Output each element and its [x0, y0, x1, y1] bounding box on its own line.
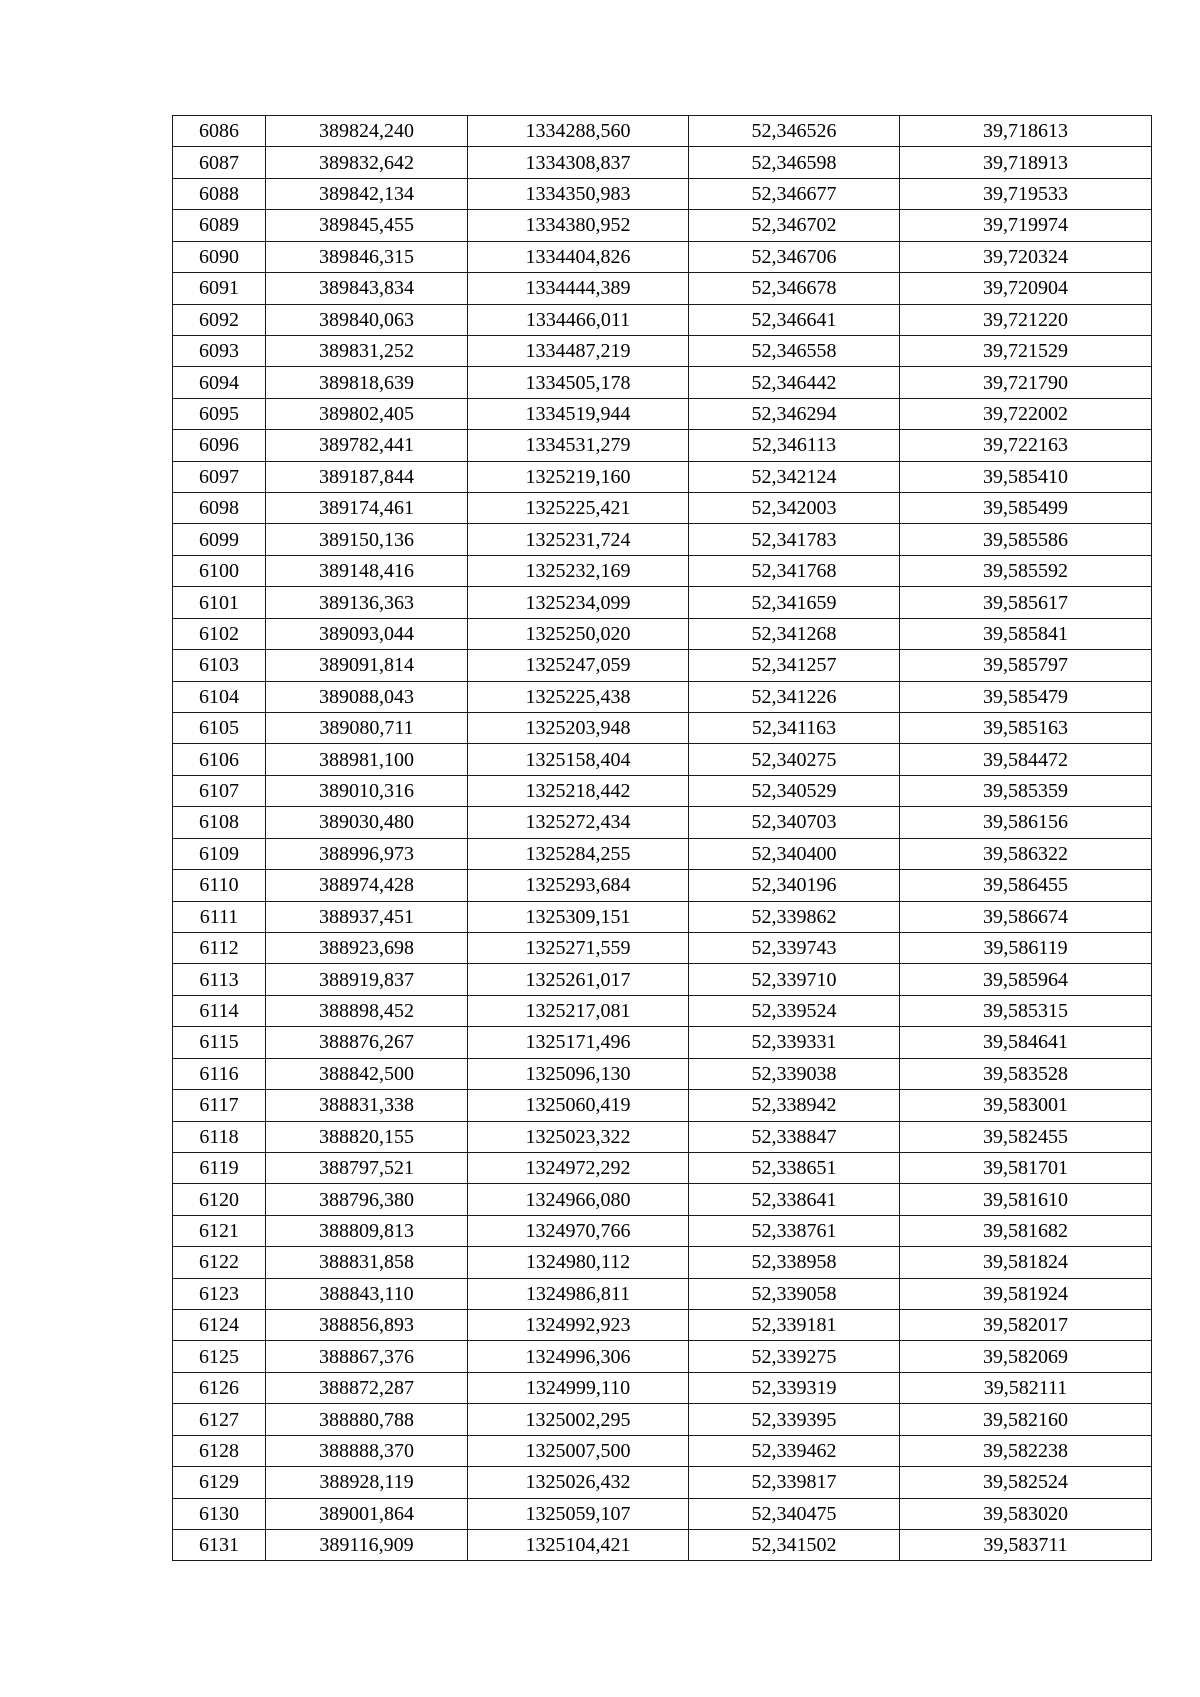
x-coordinate-cell: 389001,864	[266, 1498, 468, 1529]
table-row	[173, 775, 1152, 806]
point-number-cell: 6130	[173, 1498, 266, 1529]
point-number-cell: 6105	[173, 713, 266, 744]
latitude-cell: 52,346526	[689, 116, 900, 147]
x-coordinate-cell: 388888,370	[266, 1435, 468, 1466]
latitude-cell: 52,338761	[689, 1215, 900, 1246]
latitude-cell: 52,338651	[689, 1152, 900, 1183]
latitude-cell: 52,341783	[689, 524, 900, 555]
y-coordinate-cell: 1325271,559	[468, 932, 689, 963]
longitude-cell: 39,585163	[900, 713, 1152, 744]
latitude-cell: 52,346678	[689, 273, 900, 304]
latitude-cell: 52,339331	[689, 1027, 900, 1058]
table-row	[173, 1529, 1152, 1560]
x-coordinate-cell: 388796,380	[266, 1184, 468, 1215]
longitude-cell: 39,719974	[900, 210, 1152, 241]
latitude-cell: 52,339817	[689, 1467, 900, 1498]
point-number-cell: 6114	[173, 995, 266, 1026]
y-coordinate-cell: 1324999,110	[468, 1372, 689, 1403]
y-coordinate-cell: 1324980,112	[468, 1247, 689, 1278]
latitude-cell: 52,346677	[689, 178, 900, 209]
table-row	[173, 524, 1152, 555]
longitude-cell: 39,582069	[900, 1341, 1152, 1372]
latitude-cell: 52,342124	[689, 461, 900, 492]
y-coordinate-cell: 1324966,080	[468, 1184, 689, 1215]
longitude-cell: 39,581610	[900, 1184, 1152, 1215]
latitude-cell: 52,341268	[689, 618, 900, 649]
x-coordinate-cell: 389148,416	[266, 555, 468, 586]
longitude-cell: 39,719533	[900, 178, 1152, 209]
x-coordinate-cell: 389093,044	[266, 618, 468, 649]
point-number-cell: 6086	[173, 116, 266, 147]
longitude-cell: 39,583020	[900, 1498, 1152, 1529]
latitude-cell: 52,339181	[689, 1310, 900, 1341]
latitude-cell: 52,340196	[689, 870, 900, 901]
table-row	[173, 1058, 1152, 1089]
x-coordinate-cell: 389832,642	[266, 147, 468, 178]
y-coordinate-cell: 1325225,438	[468, 681, 689, 712]
x-coordinate-cell: 388842,500	[266, 1058, 468, 1089]
longitude-cell: 39,582238	[900, 1435, 1152, 1466]
y-coordinate-cell: 1334519,944	[468, 398, 689, 429]
table-row	[173, 398, 1152, 429]
y-coordinate-cell: 1325219,160	[468, 461, 689, 492]
y-coordinate-cell: 1334404,826	[468, 241, 689, 272]
table-row	[173, 901, 1152, 932]
table-row	[173, 870, 1152, 901]
x-coordinate-cell: 388831,858	[266, 1247, 468, 1278]
table-row	[173, 650, 1152, 681]
longitude-cell: 39,583001	[900, 1090, 1152, 1121]
longitude-cell: 39,583711	[900, 1529, 1152, 1560]
point-number-cell: 6100	[173, 555, 266, 586]
x-coordinate-cell: 388898,452	[266, 995, 468, 1026]
x-coordinate-cell: 389818,639	[266, 367, 468, 398]
point-number-cell: 6120	[173, 1184, 266, 1215]
x-coordinate-cell: 389174,461	[266, 493, 468, 524]
table-row	[173, 555, 1152, 586]
y-coordinate-cell: 1334350,983	[468, 178, 689, 209]
table-row	[173, 304, 1152, 335]
y-coordinate-cell: 1325234,099	[468, 587, 689, 618]
latitude-cell: 52,346294	[689, 398, 900, 429]
longitude-cell: 39,581924	[900, 1278, 1152, 1309]
y-coordinate-cell: 1325203,948	[468, 713, 689, 744]
coordinates-table	[172, 115, 1152, 1561]
coordinates-table-body	[173, 116, 1152, 1561]
latitude-cell: 52,341659	[689, 587, 900, 618]
x-coordinate-cell: 388809,813	[266, 1215, 468, 1246]
point-number-cell: 6124	[173, 1310, 266, 1341]
point-number-cell: 6127	[173, 1404, 266, 1435]
y-coordinate-cell: 1325096,130	[468, 1058, 689, 1089]
y-coordinate-cell: 1325247,059	[468, 650, 689, 681]
point-number-cell: 6110	[173, 870, 266, 901]
x-coordinate-cell: 388981,100	[266, 744, 468, 775]
longitude-cell: 39,582455	[900, 1121, 1152, 1152]
point-number-cell: 6106	[173, 744, 266, 775]
latitude-cell: 52,346558	[689, 335, 900, 366]
table-row	[173, 116, 1152, 147]
point-number-cell: 6090	[173, 241, 266, 272]
y-coordinate-cell: 1325231,724	[468, 524, 689, 555]
point-number-cell: 6087	[173, 147, 266, 178]
longitude-cell: 39,582524	[900, 1467, 1152, 1498]
x-coordinate-cell: 388843,110	[266, 1278, 468, 1309]
x-coordinate-cell: 388820,155	[266, 1121, 468, 1152]
latitude-cell: 52,338847	[689, 1121, 900, 1152]
point-number-cell: 6126	[173, 1372, 266, 1403]
table-row	[173, 1467, 1152, 1498]
y-coordinate-cell: 1325158,404	[468, 744, 689, 775]
latitude-cell: 52,341257	[689, 650, 900, 681]
x-coordinate-cell: 389831,252	[266, 335, 468, 366]
table-row	[173, 1372, 1152, 1403]
latitude-cell: 52,341163	[689, 713, 900, 744]
x-coordinate-cell: 389802,405	[266, 398, 468, 429]
longitude-cell: 39,585797	[900, 650, 1152, 681]
point-number-cell: 6116	[173, 1058, 266, 1089]
latitude-cell: 52,340529	[689, 775, 900, 806]
y-coordinate-cell: 1325104,421	[468, 1529, 689, 1560]
longitude-cell: 39,585592	[900, 555, 1152, 586]
y-coordinate-cell: 1334288,560	[468, 116, 689, 147]
x-coordinate-cell: 388996,973	[266, 838, 468, 869]
longitude-cell: 39,586455	[900, 870, 1152, 901]
latitude-cell: 52,340400	[689, 838, 900, 869]
latitude-cell: 52,339319	[689, 1372, 900, 1403]
table-row	[173, 713, 1152, 744]
point-number-cell: 6101	[173, 587, 266, 618]
y-coordinate-cell: 1325284,255	[468, 838, 689, 869]
longitude-cell: 39,721529	[900, 335, 1152, 366]
y-coordinate-cell: 1325225,421	[468, 493, 689, 524]
table-row	[173, 1184, 1152, 1215]
longitude-cell: 39,586119	[900, 932, 1152, 963]
x-coordinate-cell: 389088,043	[266, 681, 468, 712]
latitude-cell: 52,346641	[689, 304, 900, 335]
latitude-cell: 52,338958	[689, 1247, 900, 1278]
x-coordinate-cell: 389840,063	[266, 304, 468, 335]
latitude-cell: 52,339743	[689, 932, 900, 963]
x-coordinate-cell: 388974,428	[266, 870, 468, 901]
x-coordinate-cell: 389843,834	[266, 273, 468, 304]
longitude-cell: 39,586674	[900, 901, 1152, 932]
table-row	[173, 964, 1152, 995]
latitude-cell: 52,346442	[689, 367, 900, 398]
x-coordinate-cell: 389845,455	[266, 210, 468, 241]
point-number-cell: 6129	[173, 1467, 266, 1498]
point-number-cell: 6095	[173, 398, 266, 429]
y-coordinate-cell: 1325293,684	[468, 870, 689, 901]
latitude-cell: 52,339058	[689, 1278, 900, 1309]
point-number-cell: 6093	[173, 335, 266, 366]
longitude-cell: 39,720904	[900, 273, 1152, 304]
x-coordinate-cell: 389842,134	[266, 178, 468, 209]
longitude-cell: 39,585841	[900, 618, 1152, 649]
latitude-cell: 52,340703	[689, 807, 900, 838]
y-coordinate-cell: 1334466,011	[468, 304, 689, 335]
y-coordinate-cell: 1334487,219	[468, 335, 689, 366]
longitude-cell: 39,718913	[900, 147, 1152, 178]
y-coordinate-cell: 1334531,279	[468, 430, 689, 461]
latitude-cell: 52,339710	[689, 964, 900, 995]
y-coordinate-cell: 1325217,081	[468, 995, 689, 1026]
y-coordinate-cell: 1325023,322	[468, 1121, 689, 1152]
y-coordinate-cell: 1325060,419	[468, 1090, 689, 1121]
point-number-cell: 6113	[173, 964, 266, 995]
x-coordinate-cell: 389080,711	[266, 713, 468, 744]
table-row	[173, 838, 1152, 869]
table-row	[173, 587, 1152, 618]
latitude-cell: 52,346598	[689, 147, 900, 178]
longitude-cell: 39,584641	[900, 1027, 1152, 1058]
y-coordinate-cell: 1334505,178	[468, 367, 689, 398]
table-row	[173, 1404, 1152, 1435]
latitude-cell: 52,340475	[689, 1498, 900, 1529]
table-row	[173, 273, 1152, 304]
longitude-cell: 39,584472	[900, 744, 1152, 775]
point-number-cell: 6107	[173, 775, 266, 806]
longitude-cell: 39,585359	[900, 775, 1152, 806]
x-coordinate-cell: 389187,844	[266, 461, 468, 492]
longitude-cell: 39,585315	[900, 995, 1152, 1026]
longitude-cell: 39,722163	[900, 430, 1152, 461]
point-number-cell: 6109	[173, 838, 266, 869]
longitude-cell: 39,720324	[900, 241, 1152, 272]
longitude-cell: 39,585617	[900, 587, 1152, 618]
table-row	[173, 335, 1152, 366]
x-coordinate-cell: 388937,451	[266, 901, 468, 932]
table-row	[173, 1435, 1152, 1466]
point-number-cell: 6097	[173, 461, 266, 492]
table-row	[173, 1121, 1152, 1152]
y-coordinate-cell: 1325272,434	[468, 807, 689, 838]
point-number-cell: 6088	[173, 178, 266, 209]
table-row	[173, 1152, 1152, 1183]
latitude-cell: 52,339524	[689, 995, 900, 1026]
table-row	[173, 618, 1152, 649]
y-coordinate-cell: 1324972,292	[468, 1152, 689, 1183]
longitude-cell: 39,585479	[900, 681, 1152, 712]
table-row	[173, 241, 1152, 272]
table-row	[173, 1310, 1152, 1341]
x-coordinate-cell: 388919,837	[266, 964, 468, 995]
x-coordinate-cell: 389091,814	[266, 650, 468, 681]
table-row	[173, 210, 1152, 241]
point-number-cell: 6112	[173, 932, 266, 963]
x-coordinate-cell: 388831,338	[266, 1090, 468, 1121]
latitude-cell: 52,339462	[689, 1435, 900, 1466]
y-coordinate-cell: 1325002,295	[468, 1404, 689, 1435]
x-coordinate-cell: 389846,315	[266, 241, 468, 272]
table-row	[173, 932, 1152, 963]
point-number-cell: 6118	[173, 1121, 266, 1152]
table-row	[173, 461, 1152, 492]
y-coordinate-cell: 1325059,107	[468, 1498, 689, 1529]
point-number-cell: 6098	[173, 493, 266, 524]
longitude-cell: 39,581701	[900, 1152, 1152, 1183]
latitude-cell: 52,339395	[689, 1404, 900, 1435]
y-coordinate-cell: 1325261,017	[468, 964, 689, 995]
point-number-cell: 6099	[173, 524, 266, 555]
x-coordinate-cell: 389010,316	[266, 775, 468, 806]
table-row	[173, 493, 1152, 524]
table-row	[173, 744, 1152, 775]
point-number-cell: 6103	[173, 650, 266, 681]
table-row	[173, 1247, 1152, 1278]
latitude-cell: 52,342003	[689, 493, 900, 524]
longitude-cell: 39,585499	[900, 493, 1152, 524]
point-number-cell: 6092	[173, 304, 266, 335]
x-coordinate-cell: 388867,376	[266, 1341, 468, 1372]
x-coordinate-cell: 388872,287	[266, 1372, 468, 1403]
x-coordinate-cell: 388876,267	[266, 1027, 468, 1058]
point-number-cell: 6104	[173, 681, 266, 712]
latitude-cell: 52,341502	[689, 1529, 900, 1560]
point-number-cell: 6091	[173, 273, 266, 304]
point-number-cell: 6094	[173, 367, 266, 398]
point-number-cell: 6131	[173, 1529, 266, 1560]
x-coordinate-cell: 389150,136	[266, 524, 468, 555]
point-number-cell: 6119	[173, 1152, 266, 1183]
latitude-cell: 52,338641	[689, 1184, 900, 1215]
table-row	[173, 1215, 1152, 1246]
latitude-cell: 52,339275	[689, 1341, 900, 1372]
longitude-cell: 39,585410	[900, 461, 1152, 492]
x-coordinate-cell: 389824,240	[266, 116, 468, 147]
y-coordinate-cell: 1324986,811	[468, 1278, 689, 1309]
x-coordinate-cell: 388928,119	[266, 1467, 468, 1498]
x-coordinate-cell: 388856,893	[266, 1310, 468, 1341]
table-row	[173, 1278, 1152, 1309]
latitude-cell: 52,341768	[689, 555, 900, 586]
point-number-cell: 6089	[173, 210, 266, 241]
longitude-cell: 39,721790	[900, 367, 1152, 398]
y-coordinate-cell: 1324970,766	[468, 1215, 689, 1246]
y-coordinate-cell: 1325218,442	[468, 775, 689, 806]
x-coordinate-cell: 389782,441	[266, 430, 468, 461]
latitude-cell: 52,338942	[689, 1090, 900, 1121]
y-coordinate-cell: 1334444,389	[468, 273, 689, 304]
point-number-cell: 6108	[173, 807, 266, 838]
longitude-cell: 39,721220	[900, 304, 1152, 335]
latitude-cell: 52,341226	[689, 681, 900, 712]
table-row	[173, 178, 1152, 209]
longitude-cell: 39,586322	[900, 838, 1152, 869]
y-coordinate-cell: 1325232,169	[468, 555, 689, 586]
table-row	[173, 1027, 1152, 1058]
table-row	[173, 681, 1152, 712]
y-coordinate-cell: 1325309,151	[468, 901, 689, 932]
point-number-cell: 6111	[173, 901, 266, 932]
latitude-cell: 52,346706	[689, 241, 900, 272]
y-coordinate-cell: 1325007,500	[468, 1435, 689, 1466]
x-coordinate-cell: 388880,788	[266, 1404, 468, 1435]
longitude-cell: 39,718613	[900, 116, 1152, 147]
table-row	[173, 807, 1152, 838]
longitude-cell: 39,583528	[900, 1058, 1152, 1089]
longitude-cell: 39,581824	[900, 1247, 1152, 1278]
x-coordinate-cell: 388797,521	[266, 1152, 468, 1183]
table-row	[173, 1341, 1152, 1372]
y-coordinate-cell: 1334308,837	[468, 147, 689, 178]
point-number-cell: 6117	[173, 1090, 266, 1121]
latitude-cell: 52,346113	[689, 430, 900, 461]
point-number-cell: 6125	[173, 1341, 266, 1372]
longitude-cell: 39,585964	[900, 964, 1152, 995]
y-coordinate-cell: 1324992,923	[468, 1310, 689, 1341]
table-row	[173, 367, 1152, 398]
longitude-cell: 39,582111	[900, 1372, 1152, 1403]
point-number-cell: 6102	[173, 618, 266, 649]
point-number-cell: 6115	[173, 1027, 266, 1058]
point-number-cell: 6096	[173, 430, 266, 461]
latitude-cell: 52,339862	[689, 901, 900, 932]
y-coordinate-cell: 1325250,020	[468, 618, 689, 649]
latitude-cell: 52,346702	[689, 210, 900, 241]
latitude-cell: 52,340275	[689, 744, 900, 775]
y-coordinate-cell: 1325026,432	[468, 1467, 689, 1498]
x-coordinate-cell: 389136,363	[266, 587, 468, 618]
longitude-cell: 39,586156	[900, 807, 1152, 838]
table-row	[173, 1498, 1152, 1529]
x-coordinate-cell: 388923,698	[266, 932, 468, 963]
x-coordinate-cell: 389116,909	[266, 1529, 468, 1560]
y-coordinate-cell: 1334380,952	[468, 210, 689, 241]
table-row	[173, 147, 1152, 178]
point-number-cell: 6121	[173, 1215, 266, 1246]
table-row	[173, 430, 1152, 461]
longitude-cell: 39,581682	[900, 1215, 1152, 1246]
point-number-cell: 6128	[173, 1435, 266, 1466]
point-number-cell: 6123	[173, 1278, 266, 1309]
longitude-cell: 39,582160	[900, 1404, 1152, 1435]
table-row	[173, 995, 1152, 1026]
x-coordinate-cell: 389030,480	[266, 807, 468, 838]
table-row	[173, 1090, 1152, 1121]
longitude-cell: 39,722002	[900, 398, 1152, 429]
longitude-cell: 39,585586	[900, 524, 1152, 555]
longitude-cell: 39,582017	[900, 1310, 1152, 1341]
y-coordinate-cell: 1324996,306	[468, 1341, 689, 1372]
point-number-cell: 6122	[173, 1247, 266, 1278]
y-coordinate-cell: 1325171,496	[468, 1027, 689, 1058]
latitude-cell: 52,339038	[689, 1058, 900, 1089]
